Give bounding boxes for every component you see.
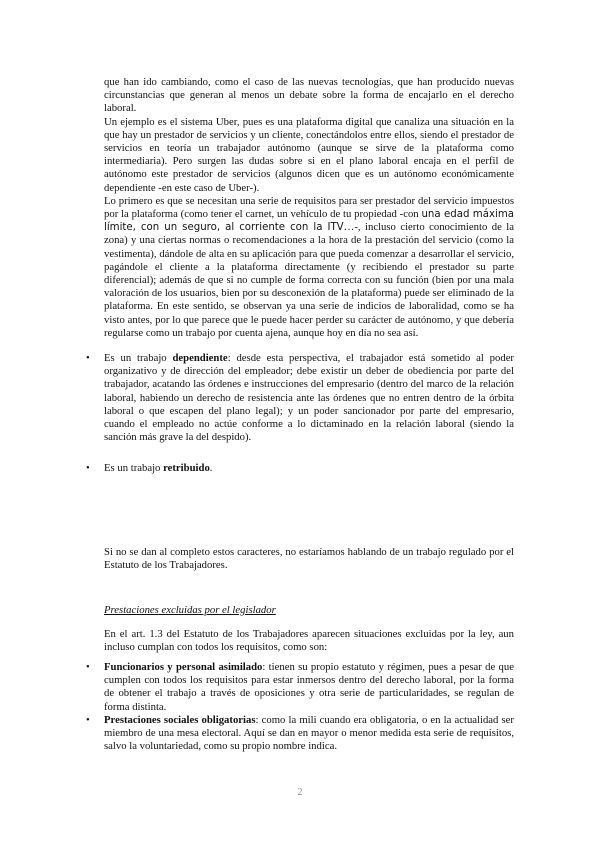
list-item-keyword: dependiente — [172, 352, 228, 364]
intro-paragraph-1: que han ido cambiando, como el caso de las nuevas tecnologías, que han producido nuevas circunstancias que generan al menos un debate sobre la forma de encajarlo en el derecho laboral. — [104, 76, 514, 115]
requirements-part-1: Lo primero es que se necesitan una serie de requisitos para ser prestador del servicio impuestos por la plataforma (como tener el carnet, un vehículo de tu propiedad -con — [104, 194, 514, 221]
list-item — [86, 462, 514, 475]
requirements-paragraph — [104, 195, 514, 340]
list-item-text: : desde esta perspectiva, el trabajador está sometido al poder organizativo y de dirección del empleador; debe existir un deber de obediencia por parte del trabajador, acatando las órdenes e instrucciones del empresario (dentro del marco de la relación laboral, habiendo un derecho de resistencia ante las órdenes que no entren dentro de la órbita laboral o que escapen del plano legal); y un poder sancionador por parte del empresario, cuando el empleado no actúe conforme a lo dictaminado en la relación laboral (siendo la sanción más grave la del despido). — [104, 352, 514, 444]
list-item-lead: Es un trabajo — [104, 462, 164, 475]
bullet-icon: • — [86, 713, 90, 726]
list-item-keyword: retribuido — [163, 462, 210, 475]
section-intro-block — [104, 628, 514, 654]
page-number: 2 — [297, 787, 303, 798]
closing-block — [104, 546, 514, 572]
characteristics-list — [86, 352, 514, 476]
body-top — [104, 76, 514, 340]
list-item — [86, 713, 514, 754]
section-heading: Prestaciones excluidas por el legislador — [104, 604, 276, 616]
list-item — [86, 661, 514, 714]
list-item-text: : como la mili cuando era obligatoria, o en la actualidad ser miembro de una mesa electoral. Aquí se dan en mayor o menor medida esta serie de requisitos, salvo la voluntariedad, como su propio nombre indica. — [104, 713, 514, 753]
bullet-icon: • — [86, 352, 90, 364]
list-item-keyword: Prestaciones sociales obligatorias — [104, 713, 256, 726]
list-item-text: : tienen su propio estatuto y régimen, pues a pesar de que cumplen con todos los requisitos para estar inmersos dentro del derecho laboral, por la forma de obtener el trabajo a través de oposiciones y otra serie de particularidades, se regulan de forma distinta. — [104, 661, 514, 713]
bullet-icon: • — [86, 462, 90, 475]
requirements-part-2: una edad máxima límite, con un seguro, al corriente con la ITV — [104, 209, 514, 234]
list-item-text: . — [209, 462, 213, 475]
bullet-icon: • — [86, 661, 90, 673]
requirements-part-3: …-, incluso cierto conocimiento de la zona) y una ciertas normas o recomendaciones a la hora de la prestación del servicio (como la vestimenta), dándole de alta en su aplicación para que pueda comenzar a desarrollar el servicio, pagándole el cliente a la plataforma directamente (y recibiendo el prestador su parte diferencial); además de que si no cumple de forma correcta con su función (bien por una mala valoración de los usuarios, bien por su desconexión de la plataforma) puede ser eliminado de la plataforma. En este sentido, se observan ya una serie de indicios de laboralidad, como se ha visto antes, por lo que parece que le puede hacer perder su carácter de autónomo, y que debería regularse como un trabajo por cuenta ajena, aunque hoy en día no sea así. — [104, 221, 514, 339]
intro-paragraph-2: Un ejemplo es el sistema Uber, pues es una plataforma digital que canaliza una situación en la que hay un prestador de servicios y un cliente, conectándolos entre ellos, siendo el prestador de servicios en teoría un trabajador autónomo (aunque se sirve de la plataforma como intermediaria). Pero surgen las dudas sobre si en el plano laboral encaja en el perfil de autónomo este prestador de servicios (algunos dicen que es un autónomo económicamente dependiente -en este caso de Uber-). — [104, 115, 514, 194]
list-item-lead: Es un trabajo — [104, 352, 173, 364]
list-item — [86, 352, 514, 444]
section-intro: En el art. 1.3 del Estatuto de los Trabajadores aparecen situaciones excluidas por la ley, aun incluso cumplan con todos los requisitos, como son: — [104, 628, 514, 654]
list-item-keyword: Funcionarios y personal asimilado — [104, 661, 263, 673]
exclusions-list — [86, 661, 514, 753]
closing-paragraph: Si no se dan al completo estos caracteres, no estaríamos hablando de un trabajo regulado por el Estatuto de los Trabajadores. — [104, 546, 514, 572]
section-heading-block — [104, 604, 514, 617]
